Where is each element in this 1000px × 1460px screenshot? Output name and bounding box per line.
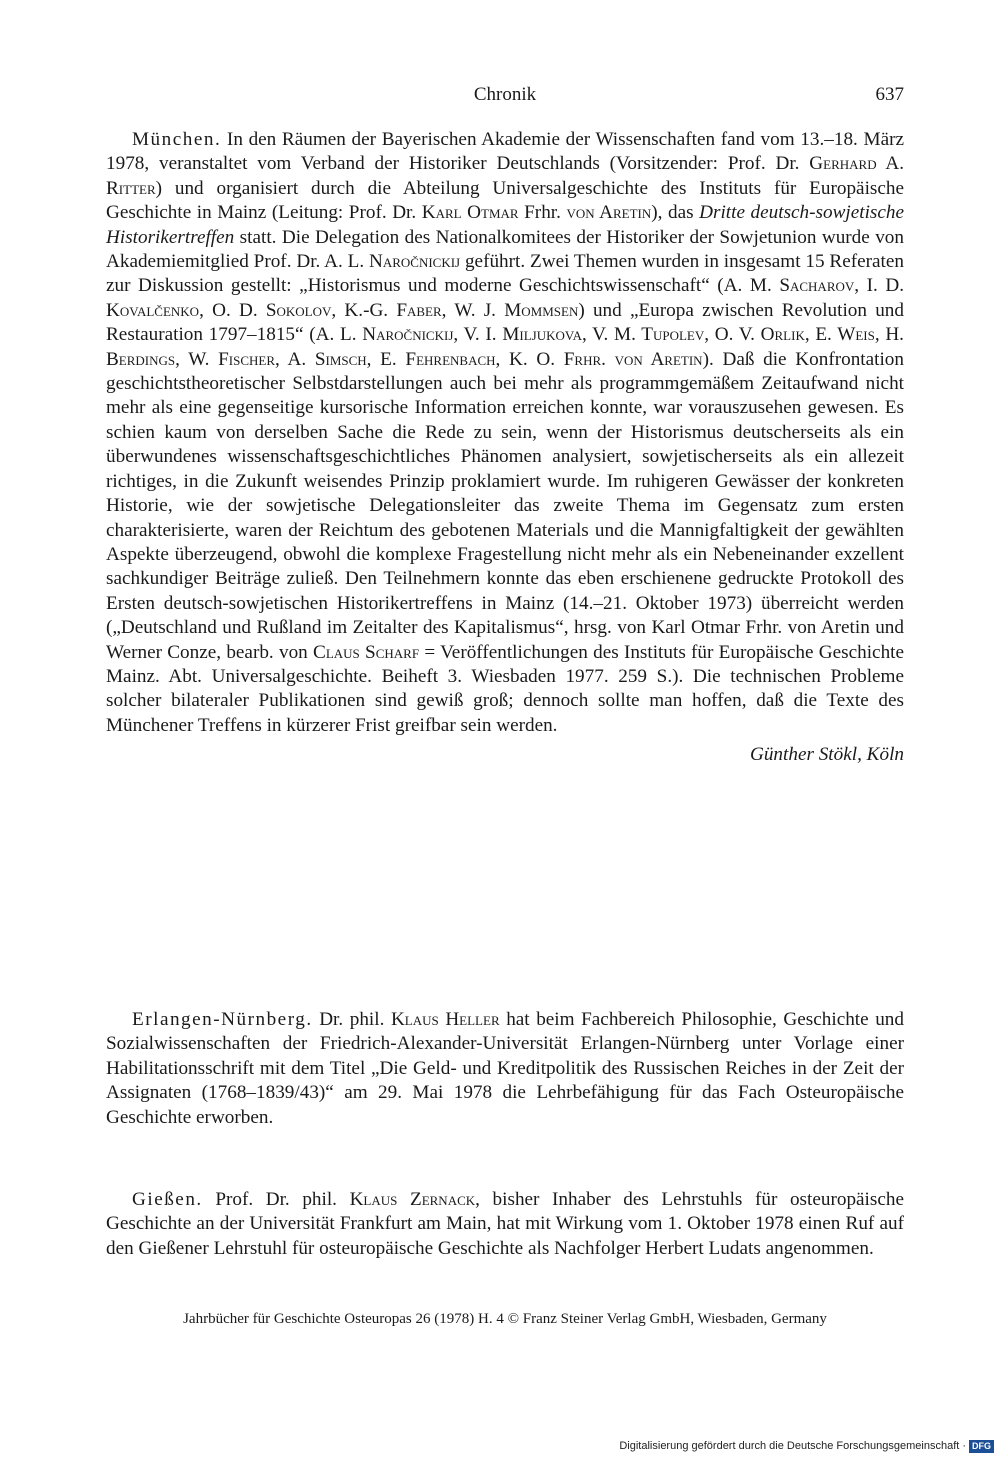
person-name: Naročnickij xyxy=(368,251,461,273)
chronicle-entry-giessen xyxy=(106,1188,904,1261)
entry-text: statt. Die Delegation des Nationalkomitees der Historiker der Sowjetunion wurde von Akademiemitglied Prof. Dr. A. L. xyxy=(106,226,904,273)
running-head xyxy=(106,84,904,108)
digitization-note xyxy=(619,1438,994,1454)
entry-text: In den Räumen der Bayerischen Akademie der Wissenschaften fand vom 13.–18. März 1978, veranstaltet vom Verband der Historiker Deutschlands (Vorsitzender: Prof. Dr. xyxy=(106,129,904,175)
event-title: Dritte deutsch-sowjetische Historikertreffen xyxy=(106,202,905,248)
entry-paragraph xyxy=(106,1188,904,1261)
entry-text: Prof. Dr. phil. xyxy=(202,1189,350,1210)
speaker-names: Sacharov, I. D. Kovalčenko, O. D. Sokolov, K.-G. Faber, W. J. Mommsen xyxy=(106,275,904,321)
dfg-logo-icon: DFG xyxy=(969,1440,994,1453)
entry-text: , bisher Inhaber des Lehrstuhls für osteuropäische Geschichte an der Universität Frankfurt am Main, hat mit Wirkung vom 1. Oktober 1978 einen Ruf auf den Gießener Lehrstuhl für osteuropäische Geschichte als Nachfolger Herbert Ludats angenommen. xyxy=(106,1189,904,1259)
person-name: Karl Otmar xyxy=(421,202,519,224)
chronicle-entry-muenchen xyxy=(106,128,904,768)
entry-text: Dr. phil. xyxy=(312,1009,391,1030)
entry-place: Gießen. xyxy=(132,1189,203,1210)
entry-text: = Veröffentlichungen des Instituts für Europäische Geschichte Mainz. Abt. Universalgeschichte. Beiheft 3. Wiesbaden 1977. 259 S.). Die technischen Probleme solcher bilateraler Publikationen sind gewiß groß; dennoch sollte man hoffen, daß die Texte des Münchener Treffens in kürzerer Frist greifbar sein werden. xyxy=(106,641,905,736)
person-name: Gerhard A. Ritter xyxy=(106,153,904,199)
person-name: von Aretin xyxy=(566,202,652,224)
entry-place: München. xyxy=(132,129,222,150)
chronicle-entry-erlangen xyxy=(106,1008,904,1130)
entry-text: Frhr. xyxy=(518,202,567,224)
entry-text: ). Daß die Konfrontation geschichtstheoretischer Selbstdarstellungen auch bei mehr als programmgemäßem Zeitaufwand nicht mehr als eine gegenseitige kursorische Information erreichen konnte, war vorauszusehen gewesen. Es schien kaum von derselben Sache die Rede zu sein, wenn der Historismus deutscherseits als ein überwundenes wissenschaftsgeschichtliches Phänomen analysiert, sowjetischerseits als ein allezeit richtiges, in die Zukunft weisendes Prinzip proklamiert wurde. Im ruhigeren Gewässer der konkreten Historie, wie der sowjetische Delegationsleiter das zweite Thema im Gegensatz zum ersten charakterisierte, waren der Reichtum des gebotenen Materials und die Mannigfaltigkeit der gewählten Aspekte überzeugend, obwohl die komplexe Fragestellung nicht mehr als ein Nebeneinander exzellent sachkundiger Beiträge zuließ. Den Teilnehmern konnte das eben erschienene gedruckte Protokoll des Ersten deutsch-sowjetischen Historikertreffens in Mainz (14.–21. Oktober 1973) überreicht werden („Deutschland und Rußland im Zeitalter des Kapitalismus“, hrsg. von Karl Otmar Frhr. von Aretin und Werner Conze, bearb. von xyxy=(106,348,904,663)
author-signature: Günther Stökl, Köln xyxy=(749,744,904,766)
entry-paragraph xyxy=(106,128,904,738)
entry-text: ) und „Europa zwischen Revolution und Restauration 1797–1815“ (A. L. xyxy=(106,299,904,346)
entry-place: Erlangen-Nürnberg. xyxy=(132,1009,313,1030)
journal-footer: Jahrbücher für Geschichte Osteuropas 26 (1978) H. 4 © Franz Steiner Verlag GmbH, Wiesbaden, Germany xyxy=(183,1311,827,1327)
person-name: Claus Scharf xyxy=(313,641,420,663)
person-name: Klaus Zernack xyxy=(349,1189,476,1210)
person-name: Klaus Heller xyxy=(390,1009,500,1030)
entry-text: ) und organisiert durch die Abteilung Universalgeschichte des Instituts für Europäische Geschichte in Mainz (Leitung: Prof. Dr. xyxy=(106,177,904,224)
speaker-names: Naročnickij, V. I. Miljukova, V. M. Tupolev, O. V. Orlik, E. Weis, H. Berdings, W. Fischer, A. Simsch, E. Fehrenbach, K. O. Frhr. von Aretin xyxy=(106,324,904,370)
running-head-title: Chronik xyxy=(473,84,537,105)
digitization-text: Digitalisierung gefördert durch die Deutsche Forschungsgemeinschaft xyxy=(619,1440,960,1452)
entry-text: ), das xyxy=(651,202,700,224)
dfg-separator: · xyxy=(962,1440,966,1452)
entry-text: hat beim Fachbereich Philosophie, Geschichte und Sozialwissenschaften der Friedrich-Alexander-Universität Erlangen-Nürnberg unter Vorlage einer Habilitationsschrift mit dem Titel „Die Geld- und Kreditpolitik des Russischen Reiches in der Zeit der Assignaten (1768–1839/43)“ am 29. Mai 1978 die Lehrbefähigung für das Fach Osteuropäische Geschichte erworben. xyxy=(106,1009,904,1128)
entry-text: geführt. Zwei Themen wurden in insgesamt 15 Referaten zur Diskussion gestellt: „Historismus und moderne Geschichtswissenschaft“ (A. M. xyxy=(106,251,904,297)
page-number: 637 xyxy=(875,84,904,105)
entry-paragraph xyxy=(106,1008,904,1130)
